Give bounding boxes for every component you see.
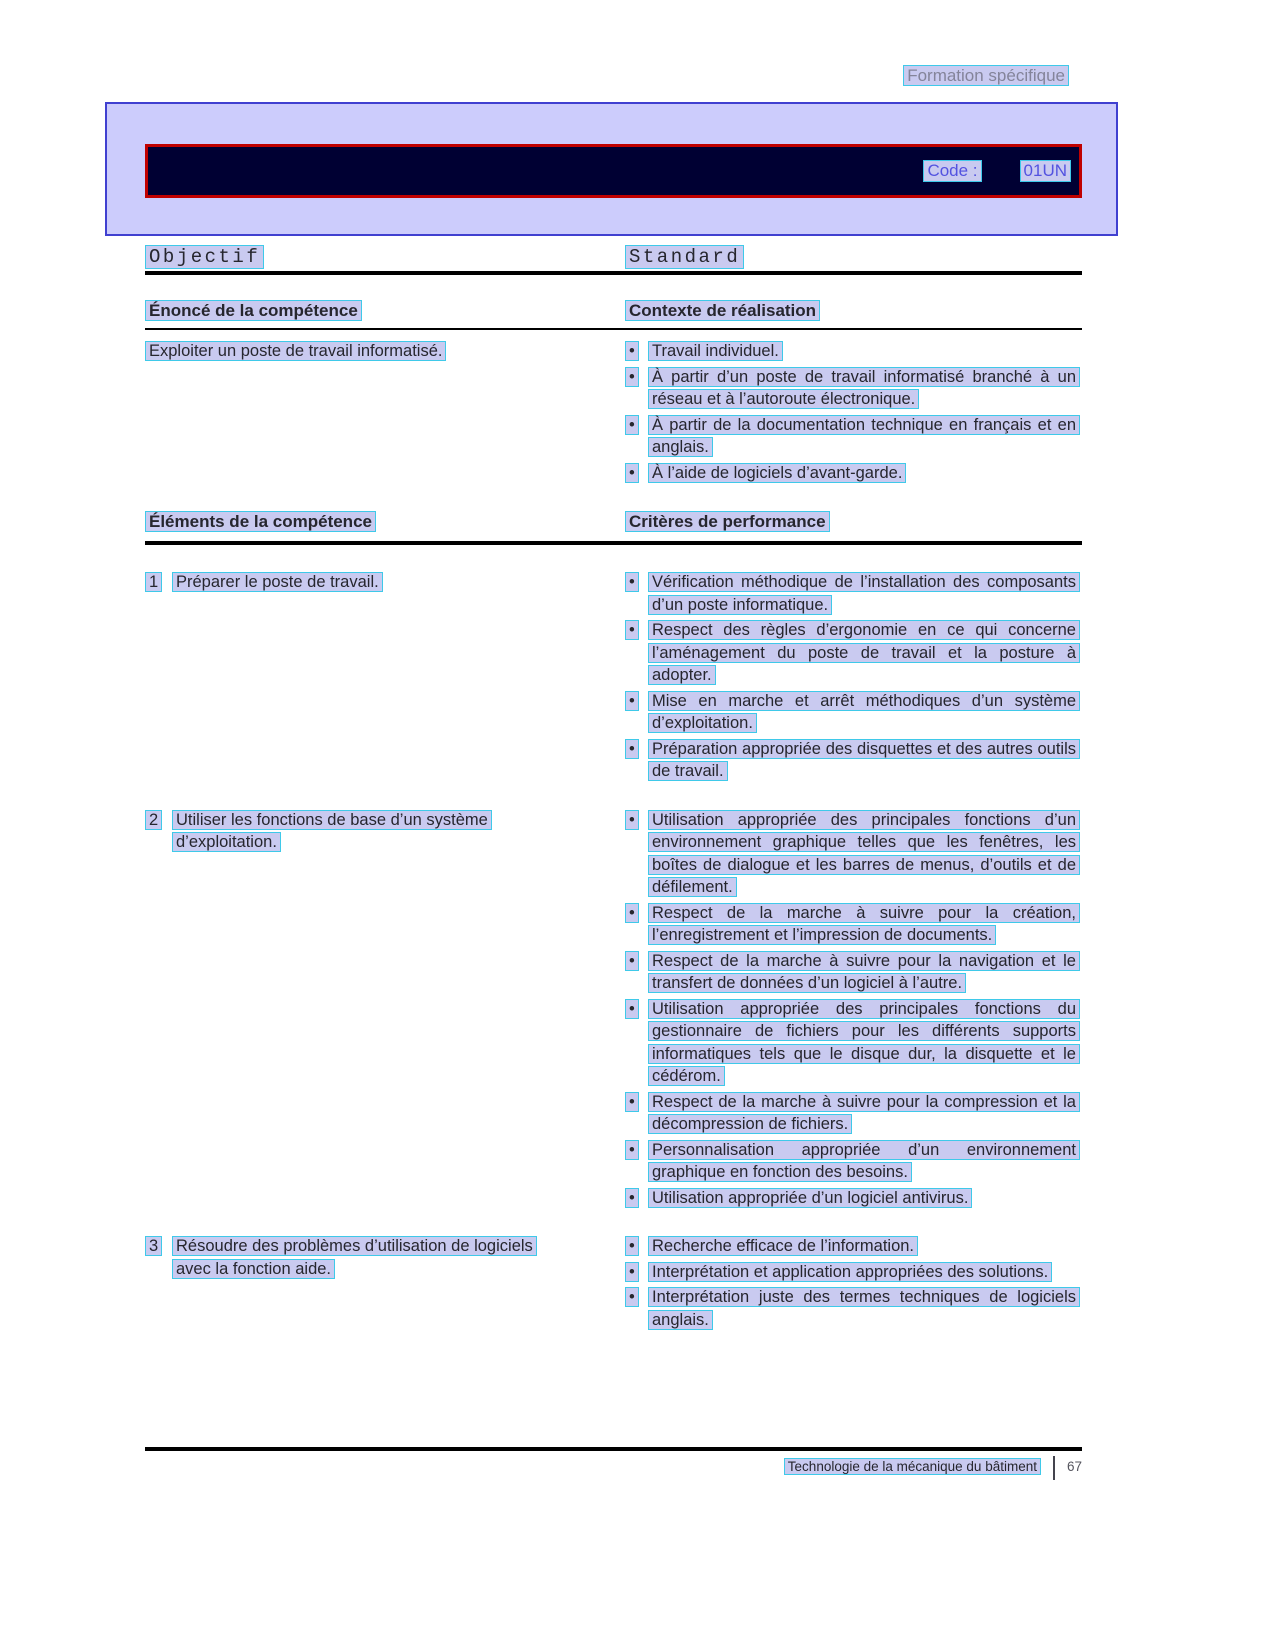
bullet-text: Respect de la marche à suivre pour la compression et la décompression de fichiers. <box>648 1092 1080 1135</box>
objectif-label: Objectif <box>145 245 264 269</box>
bullet-item <box>625 1187 1082 1210</box>
elements-header-left-cell <box>145 512 625 538</box>
element-number: 1 <box>145 572 162 592</box>
element-label: Résoudre des problèmes d’utilisation de logiciels avec la fonction aide. <box>172 1236 537 1279</box>
competence-header-left: Énoncé de la compétence <box>145 300 362 321</box>
bullet-icon: • <box>625 572 639 592</box>
bullet-item <box>625 1261 1082 1284</box>
performance-bullet-list <box>625 1235 1082 1331</box>
bullet-item <box>625 340 1082 363</box>
bullet-icon: • <box>625 1092 639 1112</box>
bullet-text: Respect de la marche à suivre pour la navigation et le transfert de données d’un logiciel à l’autre. <box>648 951 1080 994</box>
bullet-icon: • <box>625 1262 639 1282</box>
competence-statement-cell <box>145 340 625 484</box>
element-title <box>145 571 625 783</box>
bullet-text: Personnalisation appropriée d’un environnement graphique en fonction des besoins. <box>648 1140 1080 1183</box>
elements-header-row <box>145 512 1082 538</box>
bullet-icon: • <box>625 341 639 361</box>
bullet-item <box>625 1235 1082 1258</box>
bullet-text: Interprétation juste des termes techniques de logiciels anglais. <box>648 1287 1080 1330</box>
bullet-item <box>625 1286 1082 1331</box>
top-divider <box>145 271 1082 275</box>
element-number: 2 <box>145 810 162 830</box>
bullet-text: À partir d’un poste de travail informatisé branché à un réseau et à l’autoroute électronique. <box>648 367 1080 410</box>
bullet-text: Utilisation appropriée des principales fonctions d’un environnement graphique telles que les fenêtres, les boîtes de dialogue et les barres de menus, d’outils et de défilement. <box>648 810 1080 898</box>
bullet-text: Respect des règles d’ergonomie en ce qui concerne l’aménagement du poste de travail et la posture à adopter. <box>648 620 1080 685</box>
bullet-icon: • <box>625 1140 639 1160</box>
bullet-item <box>625 950 1082 995</box>
bullet-icon: • <box>625 415 639 435</box>
bullet-text: Interprétation et application appropriées des solutions. <box>648 1262 1052 1282</box>
element-row-2 <box>145 809 1082 1210</box>
competence-statement: Exploiter un poste de travail informatisé. <box>145 341 446 361</box>
bullet-icon: • <box>625 1188 639 1208</box>
bullet-item <box>625 619 1082 687</box>
bullet-text: À partir de la documentation technique en français et en anglais. <box>648 415 1080 458</box>
footer-page-number: 67 <box>1066 1459 1082 1474</box>
page-footer <box>145 1458 1082 1480</box>
title-box <box>105 102 1118 236</box>
bullet-text: À l’aide de logiciels d’avant-garde. <box>648 463 906 483</box>
bullet-item <box>625 571 1082 616</box>
code-label: Code : <box>923 160 981 182</box>
bullet-item <box>625 809 1082 899</box>
elements-header-right: Critères de performance <box>625 511 830 532</box>
bullet-text: Respect de la marche à suivre pour la création, l’enregistrement et l’impression de documents. <box>648 903 1080 946</box>
standard-label: Standard <box>625 245 744 269</box>
competence-header-left-cell <box>145 301 625 330</box>
bullet-text: Recherche efficace de l’information. <box>648 1236 918 1256</box>
bullet-item <box>625 1091 1082 1136</box>
element-title <box>145 809 625 1210</box>
bullet-icon: • <box>625 691 639 711</box>
bullet-text: Mise en marche et arrêt méthodiques d’un système d’exploitation. <box>648 691 1080 734</box>
bullet-icon: • <box>625 367 639 387</box>
formation-tag <box>903 66 1069 86</box>
bullet-icon: • <box>625 999 639 1019</box>
code-value: 01UN <box>1020 160 1071 182</box>
footer-program: Technologie de la mécanique du bâtiment <box>784 1458 1041 1475</box>
bullet-icon: • <box>625 1287 639 1307</box>
competence-content-row <box>145 340 1082 484</box>
formation-tag-text: Formation spécifique <box>903 65 1069 86</box>
objectif-standard-row <box>145 246 1082 268</box>
context-bullet-list <box>625 340 1082 484</box>
bullet-icon: • <box>625 1236 639 1256</box>
bullet-icon: • <box>625 951 639 971</box>
bullet-icon: • <box>625 810 639 830</box>
footer-separator <box>1053 1456 1055 1480</box>
bullet-icon: • <box>625 620 639 640</box>
bullet-icon: • <box>625 739 639 759</box>
bullet-text: Préparation appropriée des disquettes et des autres outils de travail. <box>648 739 1080 782</box>
element-number: 3 <box>145 1236 162 1256</box>
element-label: Utiliser les fonctions de base d’un système d’exploitation. <box>172 810 492 853</box>
bullet-icon: • <box>625 463 639 483</box>
element-row-1 <box>145 571 1082 783</box>
element-title <box>145 1235 625 1331</box>
bullet-item <box>625 414 1082 459</box>
bullet-item <box>625 1139 1082 1184</box>
competence-header-row <box>145 301 1082 330</box>
footer-divider-line <box>145 1447 1082 1451</box>
bullet-icon: • <box>625 903 639 923</box>
bullet-text: Travail individuel. <box>648 341 783 361</box>
elements-divider <box>145 541 1082 545</box>
bullet-item <box>625 690 1082 735</box>
performance-bullet-list <box>625 571 1082 783</box>
competence-header-right-cell <box>625 301 1082 330</box>
bullet-item <box>625 902 1082 947</box>
bullet-item <box>625 738 1082 783</box>
bullet-item <box>625 998 1082 1088</box>
bullet-text: Utilisation appropriée des principales fonctions du gestionnaire de fichiers pour les différents supports informatiques tels que le disque dur, la disquette et le cédérom. <box>648 999 1080 1087</box>
competence-header-right: Contexte de réalisation <box>625 300 820 321</box>
bullet-item <box>625 366 1082 411</box>
element-label: Préparer le poste de travail. <box>172 572 383 592</box>
bullet-item <box>625 462 1082 485</box>
elements-header-left: Éléments de la compétence <box>145 511 376 532</box>
title-banner <box>145 144 1082 198</box>
element-row-3 <box>145 1235 1082 1331</box>
elements-header-right-cell <box>625 512 1082 538</box>
page-body <box>145 246 1082 1331</box>
performance-bullet-list <box>625 809 1082 1210</box>
bullet-text: Vérification méthodique de l’installation des composants d’un poste informatique. <box>648 572 1080 615</box>
bullet-text: Utilisation appropriée d’un logiciel antivirus. <box>648 1188 972 1208</box>
